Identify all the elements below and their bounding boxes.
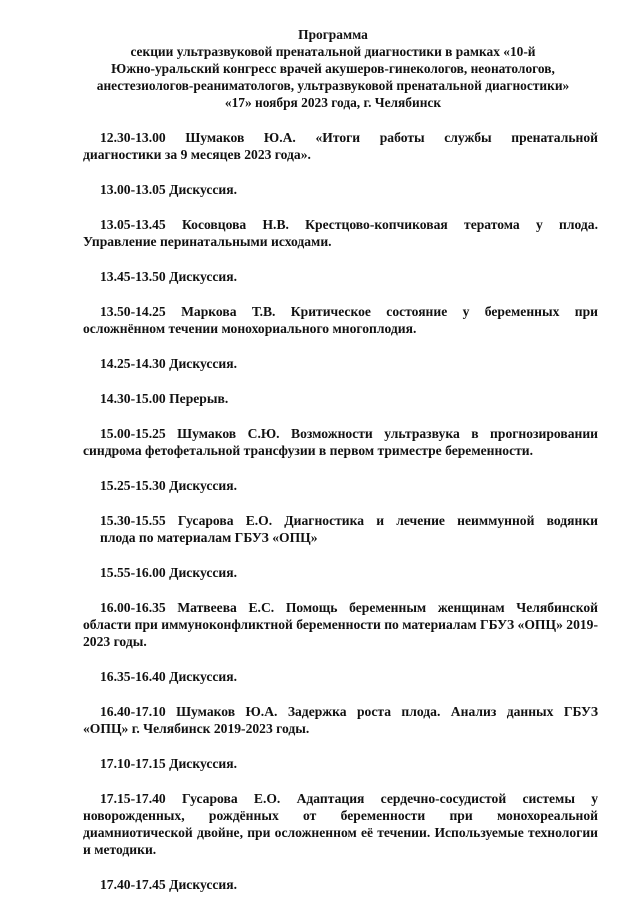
program-item-title: 17.40-17.45 Дискуссия. (100, 877, 237, 892)
program-item (83, 790, 598, 858)
program-item-title: 13.50-14.25 Маркова Т.В. Критическое состояние у беременных при (100, 304, 598, 319)
program-item (83, 599, 598, 650)
program-item-title: 15.25-15.30 Дискуссия. (100, 478, 237, 493)
program-item-continuation: диагностики за 9 месяцев 2023 года». (83, 147, 311, 162)
program-item (83, 425, 598, 459)
program-item (100, 268, 598, 285)
program-item-continuation: синдрома фетофетальной трансфузии в первом триместре беременности. (83, 443, 534, 458)
program-item (83, 703, 598, 737)
program-item-title: 17.10-17.15 Дискуссия. (100, 756, 237, 771)
program-item-title: 13.45-13.50 Дискуссия. (100, 269, 237, 284)
program-item-title: 15.30-15.55 Гусарова Е.О. Диагностика и лечение неиммунной водянки (100, 513, 598, 528)
program-item-title: 12.30-13.00 Шумаков Ю.А. «Итоги работы службы пренатальной (100, 130, 598, 145)
program-header (68, 26, 598, 111)
program-item-continuation: плода по материалам ГБУЗ «ОПЦ» (100, 530, 318, 545)
program-item-title: 15.55-16.00 Дискуссия. (100, 565, 237, 580)
header-date-location: «17» ноября 2023 года, г. Челябинск (224, 95, 442, 110)
program-item-continuation: «ОПЦ» г. Челябинск 2019-2023 годы. (83, 721, 310, 736)
program-item (100, 390, 598, 407)
header-subtitle-line3: анестезиологов-реаниматологов, ультразвуковой пренатальной диагностики» (96, 78, 570, 93)
program-item (83, 303, 598, 337)
header-title: Программа (298, 27, 368, 42)
program-item (100, 477, 598, 494)
program-item (100, 512, 598, 546)
program-item-title: 14.30-15.00 Перерыв. (100, 391, 229, 406)
program-item-title: 17.15-17.40 Гусарова Е.О. Адаптация сердечно-сосудистой системы у (100, 791, 598, 806)
program-item-title: 13.00-13.05 Дискуссия. (100, 182, 237, 197)
program-item-title: 14.25-14.30 Дискуссия. (100, 356, 237, 371)
program-item-continuation: области при иммуноконфликтной беременности по материалам ГБУЗ «ОПЦ» 2019-2023 годы. (83, 617, 598, 649)
header-subtitle-line2: Южно-уральский конгресс врачей акушеров-гинекологов, неонатологов, (111, 61, 555, 76)
program-item (100, 355, 598, 372)
program-item (100, 564, 598, 581)
program-item-continuation: Управление перинатальными исходами. (83, 234, 332, 249)
program-item (100, 876, 598, 893)
program-item-continuation: новорожденных, рождённых от беременности при монохореальной диамниотической двойне, при осложненном её течении. Используемые технологии и методики. (83, 808, 598, 857)
program-item-title: 13.05-13.45 Косовцова Н.В. Крестцово-копчиковая тератома у плода. (100, 217, 598, 232)
program-item-title: 15.00-15.25 Шумаков С.Ю. Возможности ультразвука в прогнозировании (100, 426, 598, 441)
program-item-title: 16.40-17.10 Шумаков Ю.А. Задержка роста плода. Анализ данных ГБУЗ (100, 704, 598, 719)
program-item-continuation: осложнённом течении монохориального многоплодия. (83, 321, 417, 336)
program-item (100, 181, 598, 198)
program-item (100, 755, 598, 772)
program-item (100, 668, 598, 685)
program-item-title: 16.35-16.40 Дискуссия. (100, 669, 237, 684)
program-item (83, 216, 598, 250)
program-item (83, 129, 598, 163)
program-item-title: 16.00-16.35 Матвеева Е.С. Помощь беременным женщинам Челябинской (100, 600, 598, 615)
header-subtitle-line1: секции ультразвуковой пренатальной диагностики в рамках «10-й (130, 44, 536, 59)
program-list (83, 129, 598, 893)
